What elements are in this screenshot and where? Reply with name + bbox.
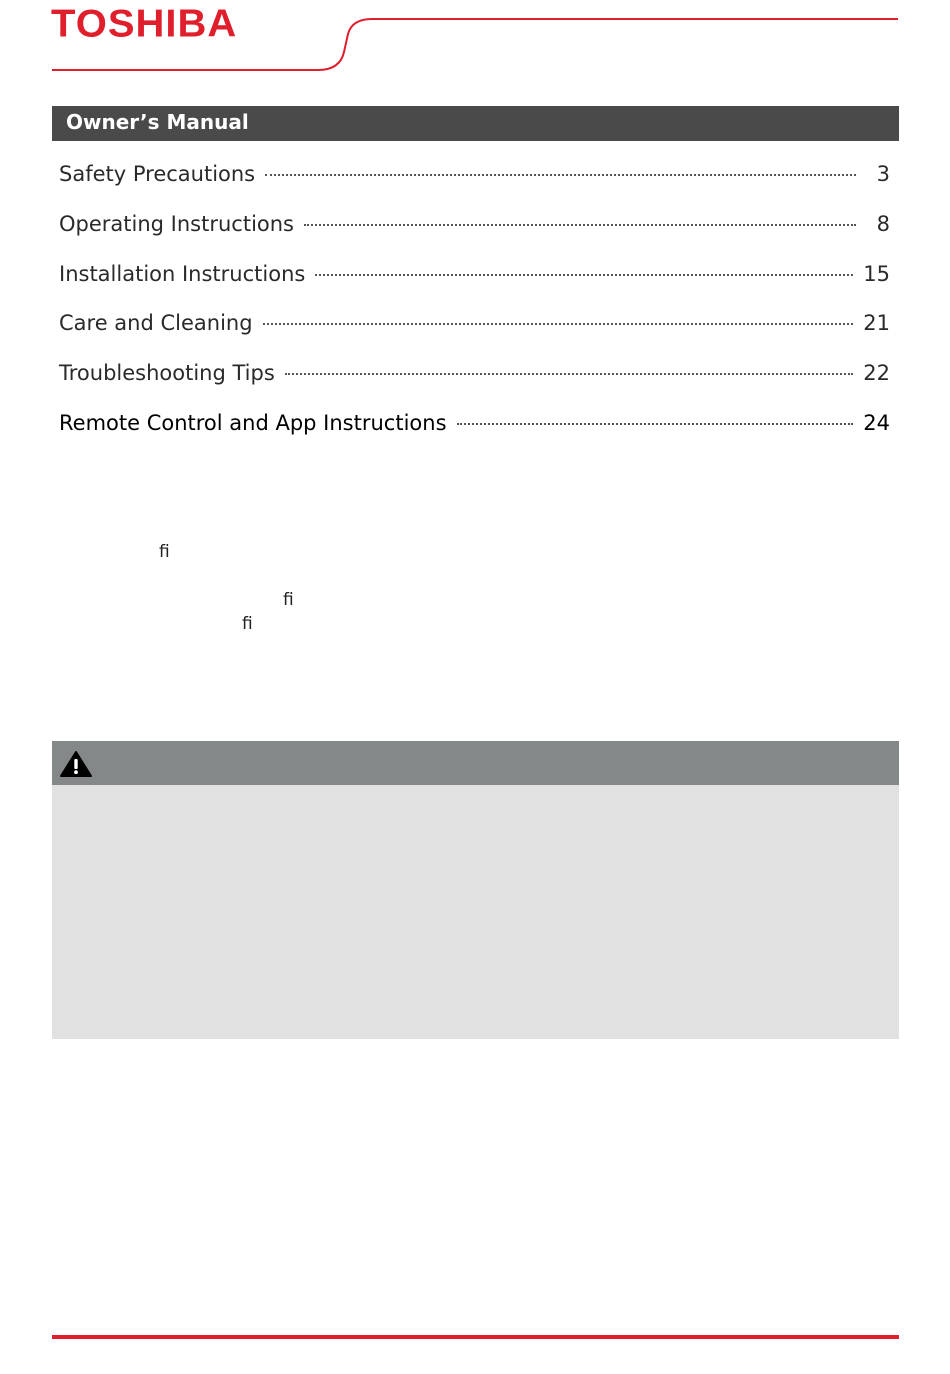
warning-header <box>52 741 899 785</box>
toc-entry-page: 3 <box>876 162 890 186</box>
warning-triangle-icon <box>59 750 93 778</box>
toc-entry-page: 15 <box>863 261 890 286</box>
toc-entry-label: Operating Instructions <box>59 211 294 236</box>
title-bar <box>52 106 899 141</box>
toc-entry-page: 24 <box>863 410 890 435</box>
toc-leader-dots <box>304 224 856 226</box>
toc-entry-care[interactable] <box>59 311 890 361</box>
toc-entry-label: Care and Cleaning <box>59 311 253 336</box>
warning-box <box>52 741 899 1039</box>
toc-entry-installation[interactable] <box>59 262 890 312</box>
toc-leader-dots <box>263 323 854 325</box>
toc-entry-page: 8 <box>876 211 890 236</box>
footer-red-rule <box>52 1335 899 1339</box>
text-fragment: ﬁ <box>283 590 294 610</box>
toc-entry-label: Installation Instructions <box>59 261 306 286</box>
toc-entry-troubleshooting[interactable] <box>59 361 890 411</box>
toc-entry-label: Safety Precautions <box>59 162 256 186</box>
toc-entry-page: 22 <box>863 361 890 386</box>
toc-leader-dots <box>315 274 853 276</box>
toc-entry-operating[interactable] <box>59 212 890 262</box>
header-swoosh-line <box>0 0 950 80</box>
toc-entry-label: Remote Control and App Instructions <box>59 410 447 435</box>
toshiba-logo: TOSHIBA <box>51 2 238 46</box>
toc-entry-page: 21 <box>863 311 890 336</box>
toc-leader-dots <box>457 423 854 425</box>
title-bar-label: Owner’s Manual <box>66 110 249 134</box>
text-fragment: ﬁ <box>159 542 170 562</box>
toc-entry-remote[interactable] <box>59 411 890 461</box>
toc-leader-dots <box>285 373 853 375</box>
toc-leader-dots <box>265 174 856 176</box>
text-fragment: ﬁ <box>242 614 253 634</box>
toc-entry-safety[interactable] <box>59 162 890 212</box>
table-of-contents <box>59 162 890 461</box>
toc-entry-label: Troubleshooting Tips <box>59 361 275 386</box>
